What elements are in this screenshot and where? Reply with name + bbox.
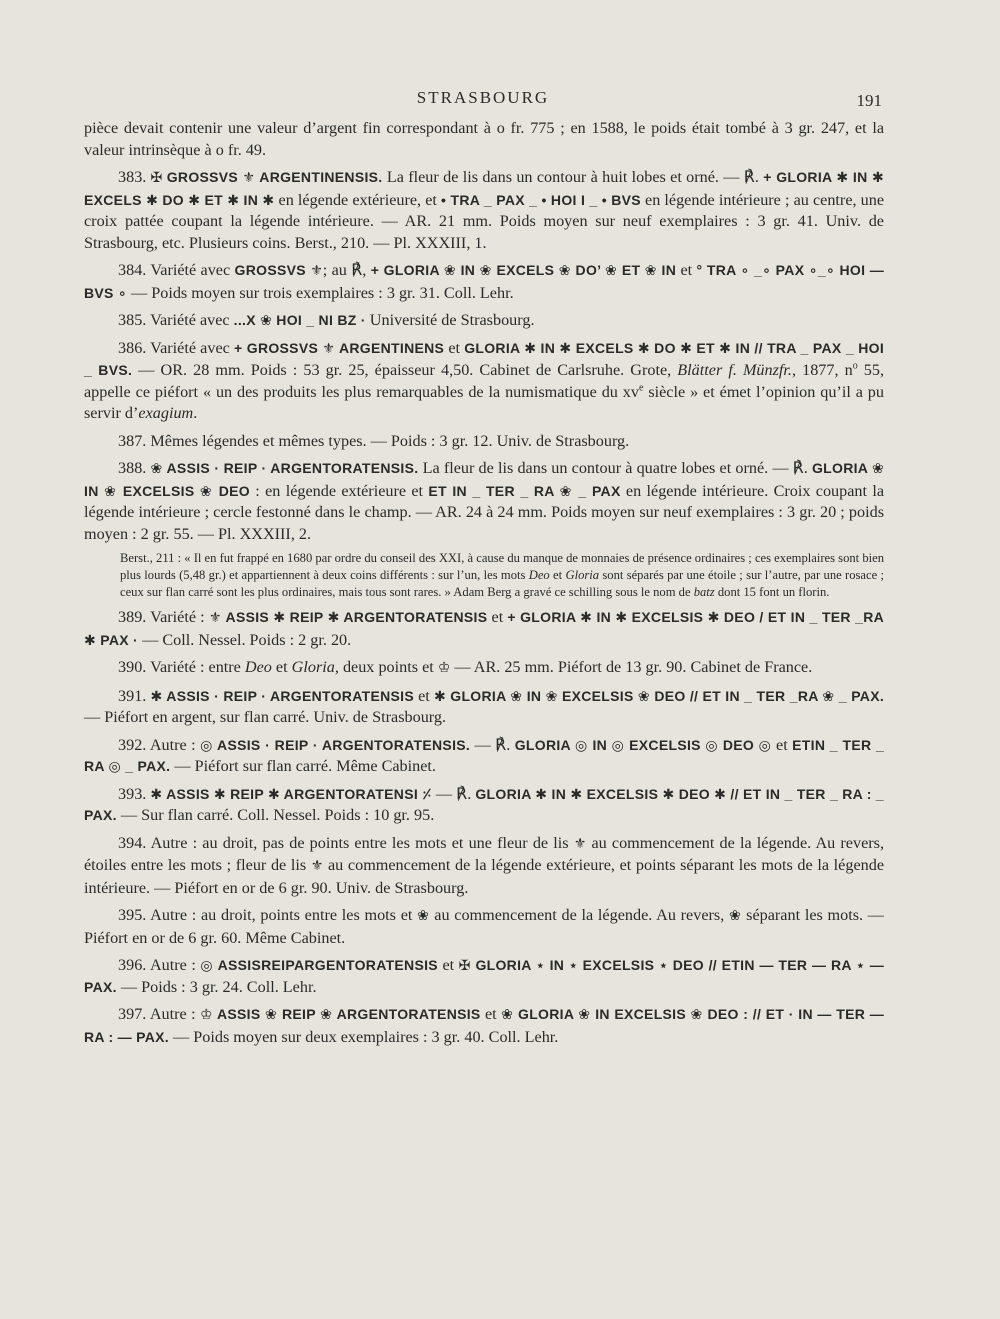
entry-text: et — [480, 1005, 497, 1023]
legend: GLORIA ✱ IN ✱ EXCELS ✱ DO ✱ ET ✱ IN // TRA _ PAX _ HOI _ BVS. — [84, 339, 885, 378]
page-body — [84, 118, 884, 1048]
entry-number: 394. — [118, 833, 147, 852]
entry-396 — [84, 955, 884, 998]
entry-text: La fleur de lis dans un contour à huit lobes et orné. — ℟. — [382, 168, 759, 186]
entry-text: — ℟. — [470, 735, 511, 754]
italic-text: Deo — [244, 658, 272, 676]
entry-text: en légende intérieure. Croix coupant la légende intérieure ; cercle festonné dans le champ. — AR. 24 à 24 mm. Poids moyen sur neuf exemplaires : 3 gr. 20 ; poids moyen : 2 gr. 55. — Pl. XXXIII, 2. — [84, 481, 885, 543]
footnote-388 — [84, 550, 884, 601]
page-header — [84, 88, 882, 112]
entry-number: 393. — [118, 784, 147, 803]
fleur-de-lis-icon: ⚜ — [573, 835, 587, 852]
entry-384 — [84, 260, 884, 304]
entry-text: séparant les mots. — Piéfort en or de 6 gr. 60. Même Cabinet. — [84, 906, 884, 947]
entry-text: : en légende extérieure et — [249, 481, 424, 500]
legend: ETIN _ TER _ RA ◎ _ PAX. — [84, 736, 885, 774]
entry-text: . — [193, 404, 198, 422]
entry-text: et — [487, 608, 504, 626]
legend: ASSIS · REIP · ARGENTORATENSIS. — [166, 460, 419, 476]
legend: + GLORIA ✱ IN ✱ EXCELS ✱ DO ✱ ET ✱ IN ✱ — [84, 169, 884, 208]
entry-text: — Poids moyen sur trois exemplaires : 3 gr. 31. Coll. Lehr. — [126, 283, 514, 302]
entry-text: Autre : — [146, 1005, 196, 1023]
entry-text: et — [444, 338, 461, 357]
note-text: dont 15 font un florin. — [714, 585, 830, 599]
legend: + GLORIA ❀ IN ❀ EXCELS ❀ DO’ ❀ ET ❀ IN — [370, 262, 677, 278]
entry-395 — [84, 905, 884, 949]
entry-388 — [84, 458, 884, 545]
entry-383 — [84, 167, 884, 254]
legend: • TRA _ PAX _ • HOI I _ • BVS — [441, 191, 641, 208]
entry-text: siècle » et émet l’opinion qu’il a pu servir d’ — [84, 382, 884, 422]
entry-text: et — [676, 261, 693, 279]
entry-text: Variété : entre — [146, 658, 241, 676]
rosette-icon: ❀ — [150, 461, 163, 477]
legend: ✠ GLORIA ⋆ IN ⋆ EXCELSIS ⋆ DEO // ETIN — TER — RA ⋆ — PAX. — [84, 957, 885, 995]
intro-paragraph: pièce devait contenir une valeur d’argent fin correspondant à o fr. 775 ; en 1588, le poids était tombé à 3 gr. 247, et la valeur intrinsèque à o fr. 49. — [84, 119, 884, 159]
entry-text: et — [771, 735, 788, 754]
entry-number: 391. — [118, 686, 147, 705]
entry-387 — [84, 431, 884, 453]
entry-text: Variété avec — [146, 261, 231, 279]
entry-text: Variété : — [146, 608, 205, 626]
entry-text: — ℟. — [431, 784, 472, 803]
entry-text: — Poids : 3 gr. 24. Coll. Lehr. — [116, 977, 317, 996]
legend: ° TRA ∘ _∘ PAX ∘_∘ HOI — BVS ∘ — [84, 262, 885, 301]
entry-text: au commencement de la légende. Au revers, étoiles entre les mots ; fleur de lis — [84, 833, 884, 874]
entry-text: — Poids moyen sur deux exemplaires : 3 gr. 40. Coll. Lehr. — [168, 1027, 559, 1046]
rosette-icon: ❀ — [417, 908, 430, 924]
crown-icon: ♔ — [437, 660, 451, 676]
entry-text: Autre : au droit, points entre les mots et — [146, 906, 418, 924]
entry-text: Autre : — [146, 956, 196, 974]
entry-number: 396. — [118, 956, 147, 974]
entry-text: — Piéfort en argent, sur flan carré. Univ. de Strasbourg. — [84, 708, 447, 726]
entry-394 — [84, 833, 884, 900]
legend: GROSSVS — [166, 169, 239, 185]
note-text: et — [549, 568, 566, 582]
legend: ASSIS ❀ REIP ❀ ARGENTORATENSIS — [216, 1006, 481, 1022]
entry-text: et — [271, 658, 288, 676]
entry-text: ; au ℟, — [322, 261, 367, 279]
entry-393 — [84, 784, 884, 827]
legend: GLORIA ✱ IN ✱ EXCELSIS ✱ DEO ✱ // ET IN _ TER _ RA : _ PAX. — [84, 785, 885, 823]
entry-number: 383. — [118, 168, 147, 186]
entry-text: — Coll. Nessel. Poids : 2 gr. 20. — [138, 630, 352, 649]
entry-text: deux points et — [338, 658, 434, 676]
legend: ASSIS ✱ REIP ✱ ARGENTORATENSIS — [225, 609, 488, 625]
legend: ARGENTINENS — [338, 339, 445, 356]
entry-text: Université de Strasbourg. — [365, 311, 535, 329]
note-text: Berst., 211 : « Il en fut frappé en 1680 par ordre du conseil des XXI, à cause du manque de monnaies de présence ordinaires ; ces exemplaires sont bien plus lourds (5,48 gr.) et appartiennent à deux coins différents : sur l’un, les mots — [120, 551, 885, 582]
legend: GLORIA ❀ IN ❀ EXCELSIS ❀ DEO — [84, 460, 885, 499]
superscript: o — [852, 360, 858, 372]
entry-386 — [84, 338, 884, 425]
entry-text: et — [413, 686, 430, 705]
entry-text: — Piéfort sur flan carré. Même Cabinet. — [170, 757, 436, 775]
italic-text: batz — [693, 585, 715, 599]
entry-385 — [84, 310, 884, 332]
entry-number: 386. — [118, 338, 147, 357]
entry-text: — Sur flan carré. Coll. Nessel. Poids : 10 gr. 95. — [116, 806, 435, 824]
cross-pattee-icon: ✠ — [150, 170, 163, 186]
entry-392 — [84, 735, 884, 778]
entry-number: 395. — [118, 906, 147, 924]
legend: ...X ❀ HOI _ NI BZ · — [233, 312, 366, 328]
entry-number: 388. — [118, 459, 147, 477]
crown-icon: ♔ — [200, 1007, 213, 1023]
fleur-de-lis-icon: ⚜ — [310, 263, 323, 279]
entry-text: en légende intérieure ; au centre, une croix pattée coupant la légende intérieure. — AR. 21 mm. Poids moyen sur neuf exemplaires : 3 gr. 41. Univ. de Strasbourg, etc. Plusieurs coins. Berst., 210. — Pl. XXXIII, 1. — [84, 190, 885, 252]
entry-text: — OR. 28 mm. Poids : 53 gr. 25, épaisseur 4,50. Cabinet de Carlsruhe. Grote, — [132, 361, 672, 379]
italic-text: Blätter f. Münzfr. — [677, 361, 792, 379]
entry-text: Mêmes légendes et mêmes types. — Poids : 3 gr. 12. Univ. de Strasbourg. — [146, 431, 630, 450]
page-number: 191 — [856, 91, 882, 110]
legend: GROSSVS — [234, 262, 306, 278]
legend: ✱ ASSIS ✱ REIP ✱ ARGENTORATENSI ⸓ — [150, 785, 432, 802]
legend: + GLORIA ✱ IN ✱ EXCELSIS ✱ DEO / ET IN _ TER _RA ✱ PAX · — [84, 609, 885, 648]
entry-number: 384. — [118, 261, 147, 279]
italic-text: exagium — [138, 404, 194, 422]
legend: ARGENTINENSIS. — [259, 169, 383, 185]
superscript: e — [638, 382, 644, 394]
legend: GLORIA ◎ IN ◎ EXCELSIS ◎ DEO ◎ — [514, 736, 772, 753]
entry-397 — [84, 1004, 884, 1048]
entry-text: — AR. 25 mm. Piéfort de 13 gr. 90. Cabinet de France. — [450, 658, 813, 676]
fleur-de-lis-icon: ⚜ — [310, 858, 324, 874]
fleur-de-lis-icon: ⚜ — [208, 610, 222, 626]
italic-text: Deo — [528, 568, 550, 582]
entry-number: 390. — [118, 658, 147, 676]
entry-text: Autre : — [146, 735, 196, 754]
note-text: sont séparés par une étoile ; sur l’autre, par une rosace ; ceux sur flan carré sont les plus ordinaires, mais tous sont rares. » Adam Berg a gravé ce schilling sous le nom de — [120, 568, 885, 599]
italic-text: Gloria — [565, 568, 600, 582]
entry-text: Variété avec — [146, 338, 230, 357]
entry-text: Variété avec — [146, 311, 230, 329]
entry-number: 392. — [118, 735, 147, 754]
entry-number: 397. — [118, 1005, 147, 1023]
entry-text: La fleur de lis dans un contour à quatre lobes et orné. — ℟. — [418, 459, 808, 477]
running-title: STRASBOURG — [416, 88, 550, 107]
entry-text: et — [437, 956, 455, 974]
fleur-de-lis-icon: ⚜ — [242, 170, 255, 186]
legend: ◎ ASSISREIPARGENTORATENSIS — [200, 957, 438, 973]
entry-text: , 1877, n — [791, 361, 853, 379]
entry-number: 389. — [118, 608, 147, 626]
legend: ◎ ASSIS · REIP · ARGENTORATENSIS. — [200, 736, 471, 753]
fleur-de-lis-icon: ⚜ — [322, 340, 335, 357]
legend: ❀ GLORIA ❀ IN EXCELSIS ❀ DEO : // ET · IN — TER — RA : — PAX. — [84, 1006, 885, 1045]
entry-text: Autre : au droit, pas de points entre les mots et une fleur de lis — [146, 833, 574, 852]
entry-text: 55, appelle ce piéfort « un des produits les plus remarquables de la numismatique du xv — [84, 361, 885, 401]
entry-389 — [84, 607, 884, 651]
italic-text: Gloria, — [291, 658, 339, 676]
legend: ET IN _ TER _ RA ❀ _ PAX — [428, 482, 621, 499]
entry-text: au commencement de la légende. Au revers, — [429, 906, 729, 924]
entry-390 — [84, 657, 884, 680]
entry-text: en légende extérieure, et — [274, 190, 437, 209]
entry-391 — [84, 686, 884, 729]
rosette-icon: ❀ — [729, 908, 742, 924]
entry-text: au commencement de la légende extérieure, et points séparant les mots de la légende intérieure. — Piéfort en or de 6 gr. 90. Univ. de Strasbourg. — [84, 856, 885, 897]
entry-number: 385. — [118, 311, 147, 329]
legend: ✱ GLORIA ❀ IN ❀ EXCELSIS ❀ DEO // ET IN _ TER _RA ❀ _ PAX. — [433, 687, 885, 704]
legend: ✱ ASSIS · REIP · ARGENTORATENSIS — [150, 687, 414, 704]
entry-number: 387. — [118, 431, 147, 450]
legend: + GROSSVS — [233, 339, 319, 356]
